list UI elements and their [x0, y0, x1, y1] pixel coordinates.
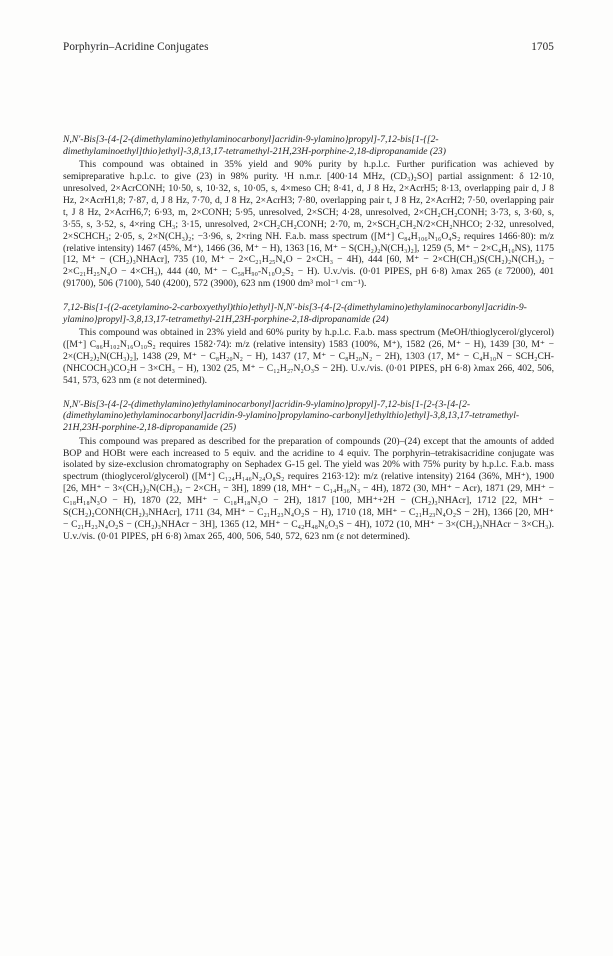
compound-entry-24: [63, 302, 554, 387]
compound-title: 7,12-Bis[1-{(2-acetylamino-2-carboxyethyl)thio}ethyl]-N,N′-bis[3-{4-[2-(dimethylamino)ethylaminocarbonyl]acridin-9-ylamino}propyl]-3,8,13,17-tetramethyl-21H,23H-porphine-2,18-dipropanamide (24): [63, 302, 527, 325]
running-title: Porphyrin–Acridine Conjugates: [63, 41, 209, 53]
compound-entry-23: [63, 134, 554, 290]
article-body: [63, 134, 554, 555]
compound-title: N,N′-Bis[3-{4-[2-(dimethylamino)ethylaminocarbonyl]acridin-9-ylamino}propyl]-7,12-bis[1-{[2-dimethylaminoethyl]thio}ethyl]-3,8,13,17-tetramethyl-21H,23H-porphine-2,18-dipropanamide (23): [63, 134, 446, 157]
compound-description: This compound was prepared as described for the preparation of compounds (20)–(24) except that the amounts of added BOP and HOBt were each increased to 5 equiv. and the acridine to 4 equiv. The porphyrin–tetrakisacridine conjugate was isolated by size-exclusion chromatography on Sephadex G-15 gel. The yield was 20% with 75% purity by h.p.l.c. F.a.b. mass spectrum (thioglycerol/glycerol) ([M⁺] C₁₂₄H₁₄₆N₂₄O₈S₂ requires 2163·12): m/z (relative intensity) 2164 (36%, MH⁺), 1900 [26, MH⁺ − 3×(CH₂)₂N(CH₃)₂ − 2×CH₃ − 3H], 1899 (18, MH⁺ − C₁₄H₃₆N₃ − 4H), 1872 (30, MH⁺ − Acr), 1871 (29, MH⁺ − C₁₈H₁₈N₃O − H), 1870 (22, MH⁺ − C₁₈H₁₈N₃O − 2H), 1817 [100, MH⁺+2H − (CH₂)₃NHAcr], 1712 [22, MH⁺ − S(CH₂)₂CONH(CH₂)₃NHAcr], 1711 (34, MH⁺ − C₂₁H₂₃N₄O₂S − H), 1710 (18, MH⁺ − C₂₁H₂₃N₄O₂S − 2H), 1366 [20, MH⁺ − C₂₁H₂₃N₄O₂S − (CH₂)₃NHAcr − 3H], 1365 (12, MH⁺ − C₄₂H₄₈N₆O₃S − 4H), 1072 (10, MH⁺ − 3×(CH₂)₃NHAcr − 3×CH₃). U.v./vis. (0·01 PIPES, pH 6·8) λmax 265, 400, 506, 540, 572, 623 nm (ε not determined).: [63, 435, 554, 542]
compound-entry-25: [63, 399, 554, 543]
page-number: 1705: [531, 41, 554, 53]
compound-description: This compound was obtained in 35% yield and 90% purity by h.p.l.c. Further purification was achieved by semipreparative h.p.l.c. to give (23) in 98% purity. ¹H n.m.r. [400·14 MHz, (CD₃)₂SO] partial assignment: δ 12·10, unresolved, 2×AcrCONH; 10·50, s, 10·32, s, 10·05, s, 4×meso CH; 8·41, d, J 8 Hz, 2×AcrH5; 8·13, overlapping pair d, J 8 Hz, 2×AcrH1,8; 7·87, d, J 8 Hz, 7·70, d, J 8 Hz, 2×AcrH3; 7·80, overlapping pair t, J 8 Hz, 2×AcrH2; 7·50, overlapping pair t, J 8 Hz, 2×AcrH6,7; 6·93, m, 2×CONH; 5·95, unresolved, 2×SCH; 4·28, unresolved, 2×CH₂CH₂CONH; 3·73, s, 3·60, s, 3·55, s, 3·52, s, 4×ring CH₃; 3·15, unresolved, 2×CH₂CH₂CONH; 2·70, m, 2×SCH₂CH₂N/2×CH₂NHCO; 2·32, unresolved, 2×SCHCH₃; 2·05, s, 2×N(CH₃)₂; −3·96, s, 2×ring NH. F.a.b. mass spectrum ([M⁺] C₈₄H₁₀₆N₁₆O₄S₂ requires 1466·80): m/z (relative intensity) 1467 (45%, M⁺), 1466 (36, M⁺ − H), 1363 [16, M⁺ − S(CH₂)₂N(CH₃)₂], 1259 (5, M⁺ − 2×C₄H₁₀NS), 1175 [12, M⁺ − (CH₂)₃NHAcr], 735 (10, M⁺ − 2×C₂₁H₂₅N₄O − 2×CH₃ − 4H), 444 [60, M⁺ − 2×CH(CH₃)S(CH₂)₂N(CH₃)₂ − 2×C₂₁H₂₅N₄O − 4×CH₃), 444 (40, M⁺ − C₅₈H₉₀-N₁₀O₂S₂ − H). U.v./vis. (0·01 PIPES, pH 6·8) λmax 265 (ε 72000), 401 (91700), 506 (7100), 540 (4200), 572 (3900), 623 nm (1900 dm³ mol⁻¹ cm⁻¹).: [63, 159, 554, 290]
running-head: [63, 41, 554, 53]
compound-description: This compound was obtained in 23% yield and 60% purity by h.p.l.c. F.a.b. mass spectrum (MeOH/thioglycerol/glycerol) ([M⁺] C₈₆H₁₀₂N₁₆O₁₀S₂ requires 1582·74): m/z (relative intensity) 1583 (100%, M⁺), 1582 (26, M⁺ − H), 1439 [30, M⁺ − 2×(CH₂)₂N(CH₃)₂], 1438 (29, M⁺ − C₈H₂₀N₂ − H), 1437 (17, M⁺ − C₈H₂₀N₂ − 2H), 1303 (17, M⁺ − C₄H₁₀N − SCH₂CH-(NHCOCH₃)CO₂H − 3×CH₃ − H), 1302 (25, M⁺ − C₁₂H₂₇N₂O₃S − 2H). U.v./vis. (0·01 PIPES, pH 6·8) λmax 266, 402, 506, 541, 573, 623 nm (ε not determined).: [63, 327, 554, 386]
compound-title: N,N′-Bis[3-{4-[2-(dimethylamino)ethylaminocarbonyl]acridin-9-ylamino}propyl]-7,12-bis[1-[2-{3-[4-[2-(dimethylamino)ethylaminocarbonyl]acridin-9-ylamino]propylamino-carbonyl]ethylthio]ethyl]-3,8,13,17-tetramethyl-21H,23H-porphine-2,18-dipropanamide (25): [63, 398, 520, 434]
